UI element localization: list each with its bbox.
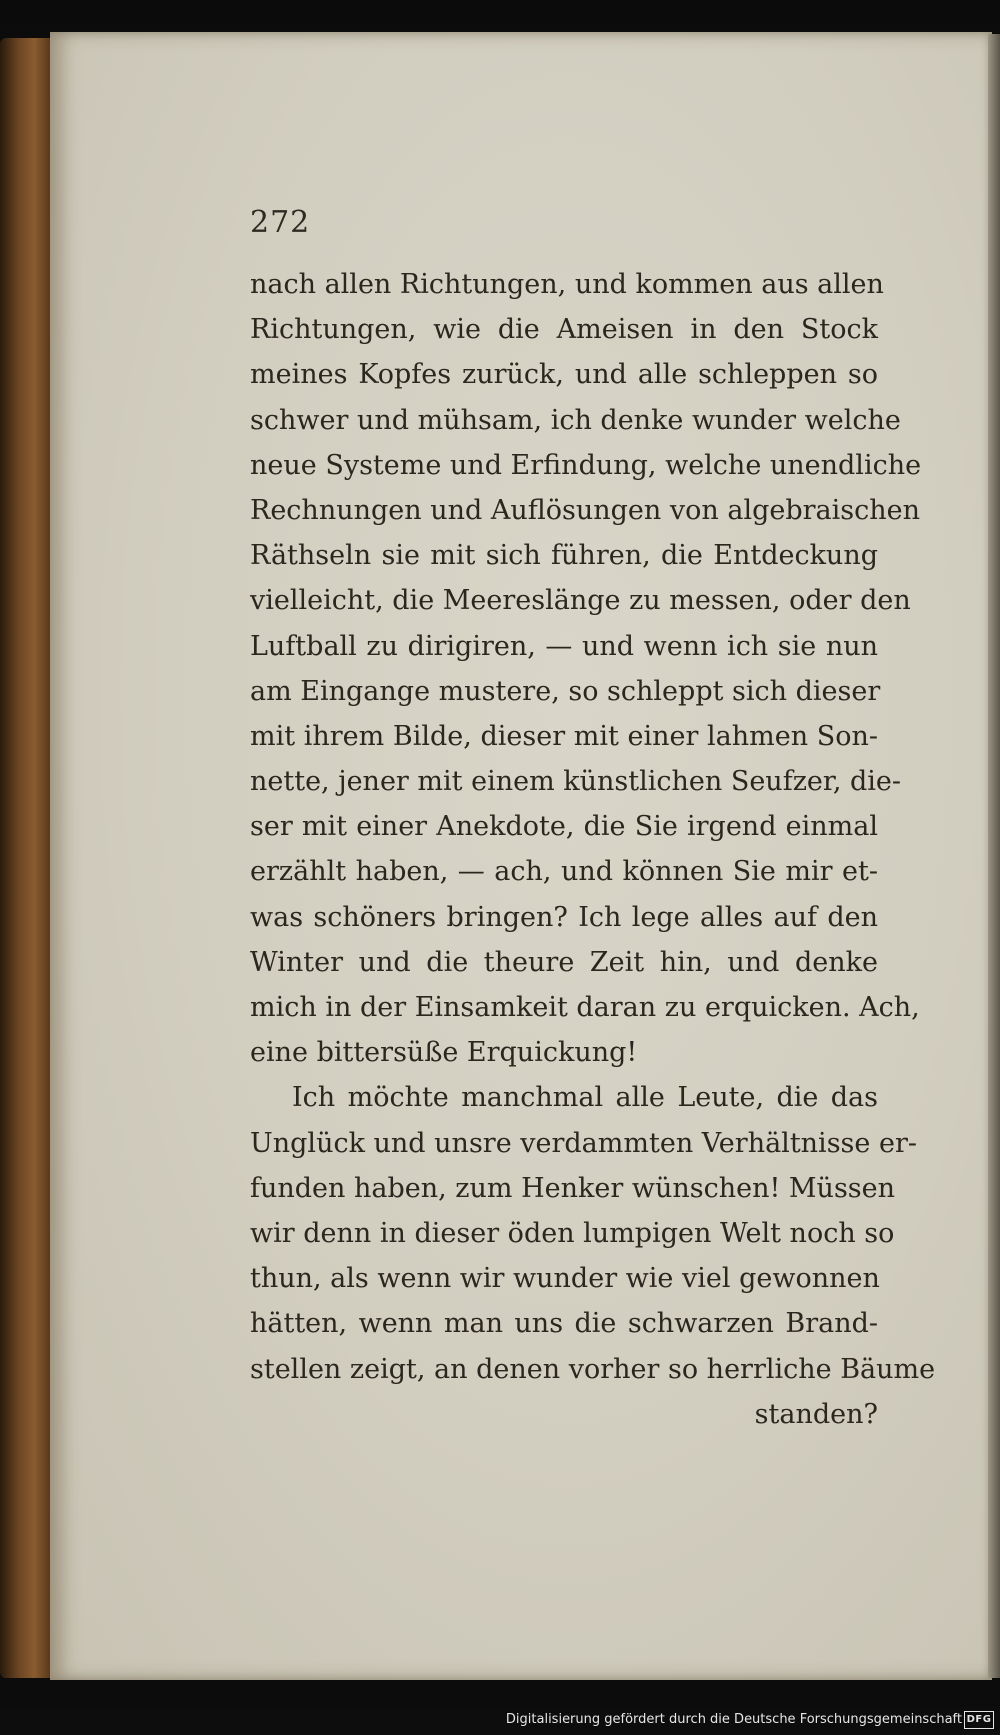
text-line: vielleicht, die Meereslänge zu messen, oder den bbox=[250, 585, 911, 617]
footer-credit: Digitalisierung gefördert durch die Deutsche Forschungsgemeinschaft bbox=[505, 1712, 962, 1727]
text-line: funden haben, zum Henker wünschen! Müssen bbox=[250, 1172, 896, 1204]
text-line: mich in der Einsamkeit daran zu erquicken. Ach, bbox=[250, 992, 920, 1023]
text-line: Rechnungen und Auflösungen von algebraischen bbox=[250, 494, 921, 526]
text-line: neue Systeme und Erfindung, welche unendliche bbox=[250, 449, 922, 481]
body-text bbox=[250, 262, 936, 1437]
text-line: thun, als wenn wir wunder wie viel gewonnen bbox=[250, 1263, 880, 1295]
text-line: nach allen Richtungen, und kommen aus allen bbox=[250, 269, 884, 300]
page-right-edge bbox=[988, 34, 1000, 1678]
text-line-final: standen? bbox=[754, 1398, 878, 1430]
text-line: Richtungen, wie die Ameisen in den Stock bbox=[250, 314, 878, 346]
text-line: ser mit einer Anekdote, die Sie irgend einmal bbox=[250, 811, 878, 843]
paragraph-start-line: Ich möchte manchmal alle Leute, die das bbox=[292, 1082, 878, 1114]
text-line: eine bittersüße Erquickung! bbox=[250, 1037, 638, 1069]
text-line: wir denn in dieser öden lumpigen Welt noch so bbox=[250, 1217, 895, 1249]
text-line: Luftball zu dirigiren, — und wenn ich sie nun bbox=[250, 630, 878, 662]
text-line: Räthseln sie mit sich führen, die Entdeckung bbox=[250, 540, 878, 572]
text-line: nette, jener mit einem künstlichen Seufzer, die- bbox=[250, 766, 902, 798]
page-number: 272 bbox=[250, 205, 311, 240]
text-line: Winter und die theure Zeit hin, und denke bbox=[250, 946, 878, 978]
dfg-logo-icon: DFG bbox=[964, 1711, 994, 1729]
text-line: Unglück und unsre verdammten Verhältnisse er- bbox=[250, 1127, 917, 1159]
text-line: meines Kopfes zurück, und alle schleppen so bbox=[250, 359, 878, 391]
text-line: erzählt haben, — ach, und können Sie mir et- bbox=[250, 856, 878, 888]
text-line: mit ihrem Bilde, dieser mit einer lahmen Son- bbox=[250, 720, 878, 752]
text-line: am Eingange mustere, so schleppt sich dieser bbox=[250, 675, 881, 707]
text-line: schwer und mühsam, ich denke wunder welche bbox=[250, 404, 901, 436]
text-line: stellen zeigt, an denen vorher so herrliche Bäume bbox=[250, 1353, 936, 1385]
text-line: hätten, wenn man uns die schwarzen Brand- bbox=[250, 1308, 878, 1340]
text-line: was schöners bringen? Ich lege alles auf den bbox=[250, 901, 878, 933]
